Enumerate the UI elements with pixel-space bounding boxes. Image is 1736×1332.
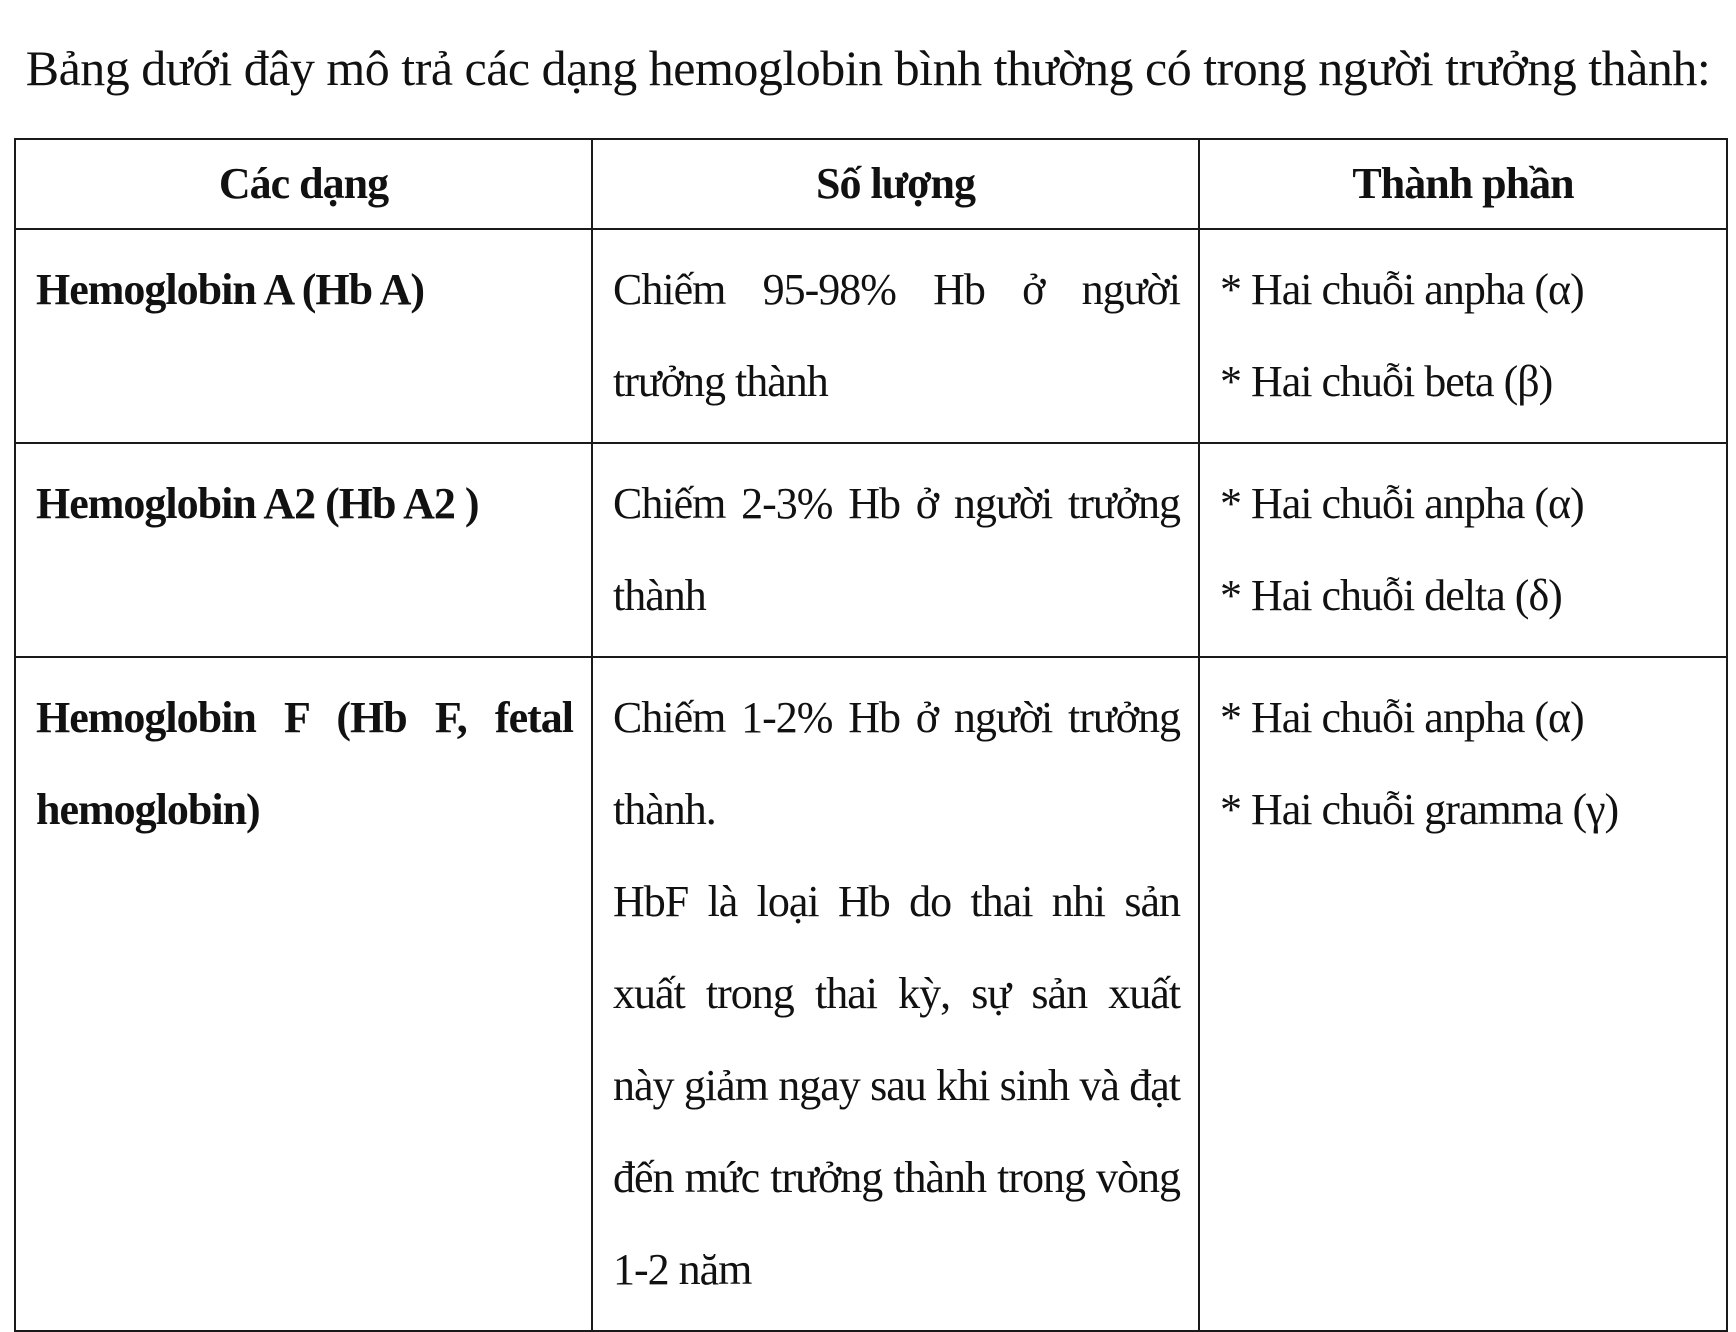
chain-item: * Hai chuỗi anpha (α) bbox=[1220, 479, 1584, 528]
table-row bbox=[15, 443, 1727, 657]
quantity-cell bbox=[592, 657, 1199, 1331]
header-quantity: Số lượng bbox=[592, 139, 1199, 229]
table-caption: Bảng dưới đây mô trả các dạng hemoglobin bình thường có trong người trưởng thành: bbox=[25, 40, 1711, 96]
header-forms: Các dạng bbox=[15, 139, 592, 229]
composition-cell bbox=[1199, 657, 1727, 1331]
chain-item: * Hai chuỗi beta (β) bbox=[1220, 357, 1553, 406]
composition-cell bbox=[1199, 443, 1727, 657]
chain-item: * Hai chuỗi anpha (α) bbox=[1220, 265, 1584, 314]
chain-item: * Hai chuỗi anpha (α) bbox=[1220, 693, 1584, 742]
header-row bbox=[15, 139, 1727, 229]
form-name-cell: Hemoglobin A (Hb A) bbox=[15, 229, 592, 443]
quantity-text: Chiếm 1-2% Hb ở người trưởng thành. bbox=[613, 693, 1180, 834]
quantity-note: HbF là loại Hb do thai nhi sản xuất trong thai kỳ, sự sản xuất này giảm ngay sau khi sinh và đạt đến mức trưởng thành trong vòng 1-2 năm bbox=[613, 877, 1180, 1294]
quantity-cell bbox=[592, 443, 1199, 657]
table-row bbox=[15, 229, 1727, 443]
form-name-cell: Hemoglobin A2 (Hb A2 ) bbox=[15, 443, 592, 657]
table-row bbox=[15, 657, 1727, 1331]
form-name-cell: Hemoglobin F (Hb F, fetal hemoglobin) bbox=[15, 657, 592, 1331]
quantity-cell bbox=[592, 229, 1199, 443]
quantity-text: Chiếm 95-98% Hb ở người trưởng thành bbox=[613, 265, 1180, 406]
header-composition: Thành phần bbox=[1199, 139, 1727, 229]
chain-item: * Hai chuỗi gramma (γ) bbox=[1220, 785, 1619, 834]
composition-cell bbox=[1199, 229, 1727, 443]
hemoglobin-table bbox=[14, 138, 1728, 1332]
quantity-text: Chiếm 2-3% Hb ở người trưởng thành bbox=[613, 479, 1180, 620]
chain-item: * Hai chuỗi delta (δ) bbox=[1220, 571, 1562, 620]
